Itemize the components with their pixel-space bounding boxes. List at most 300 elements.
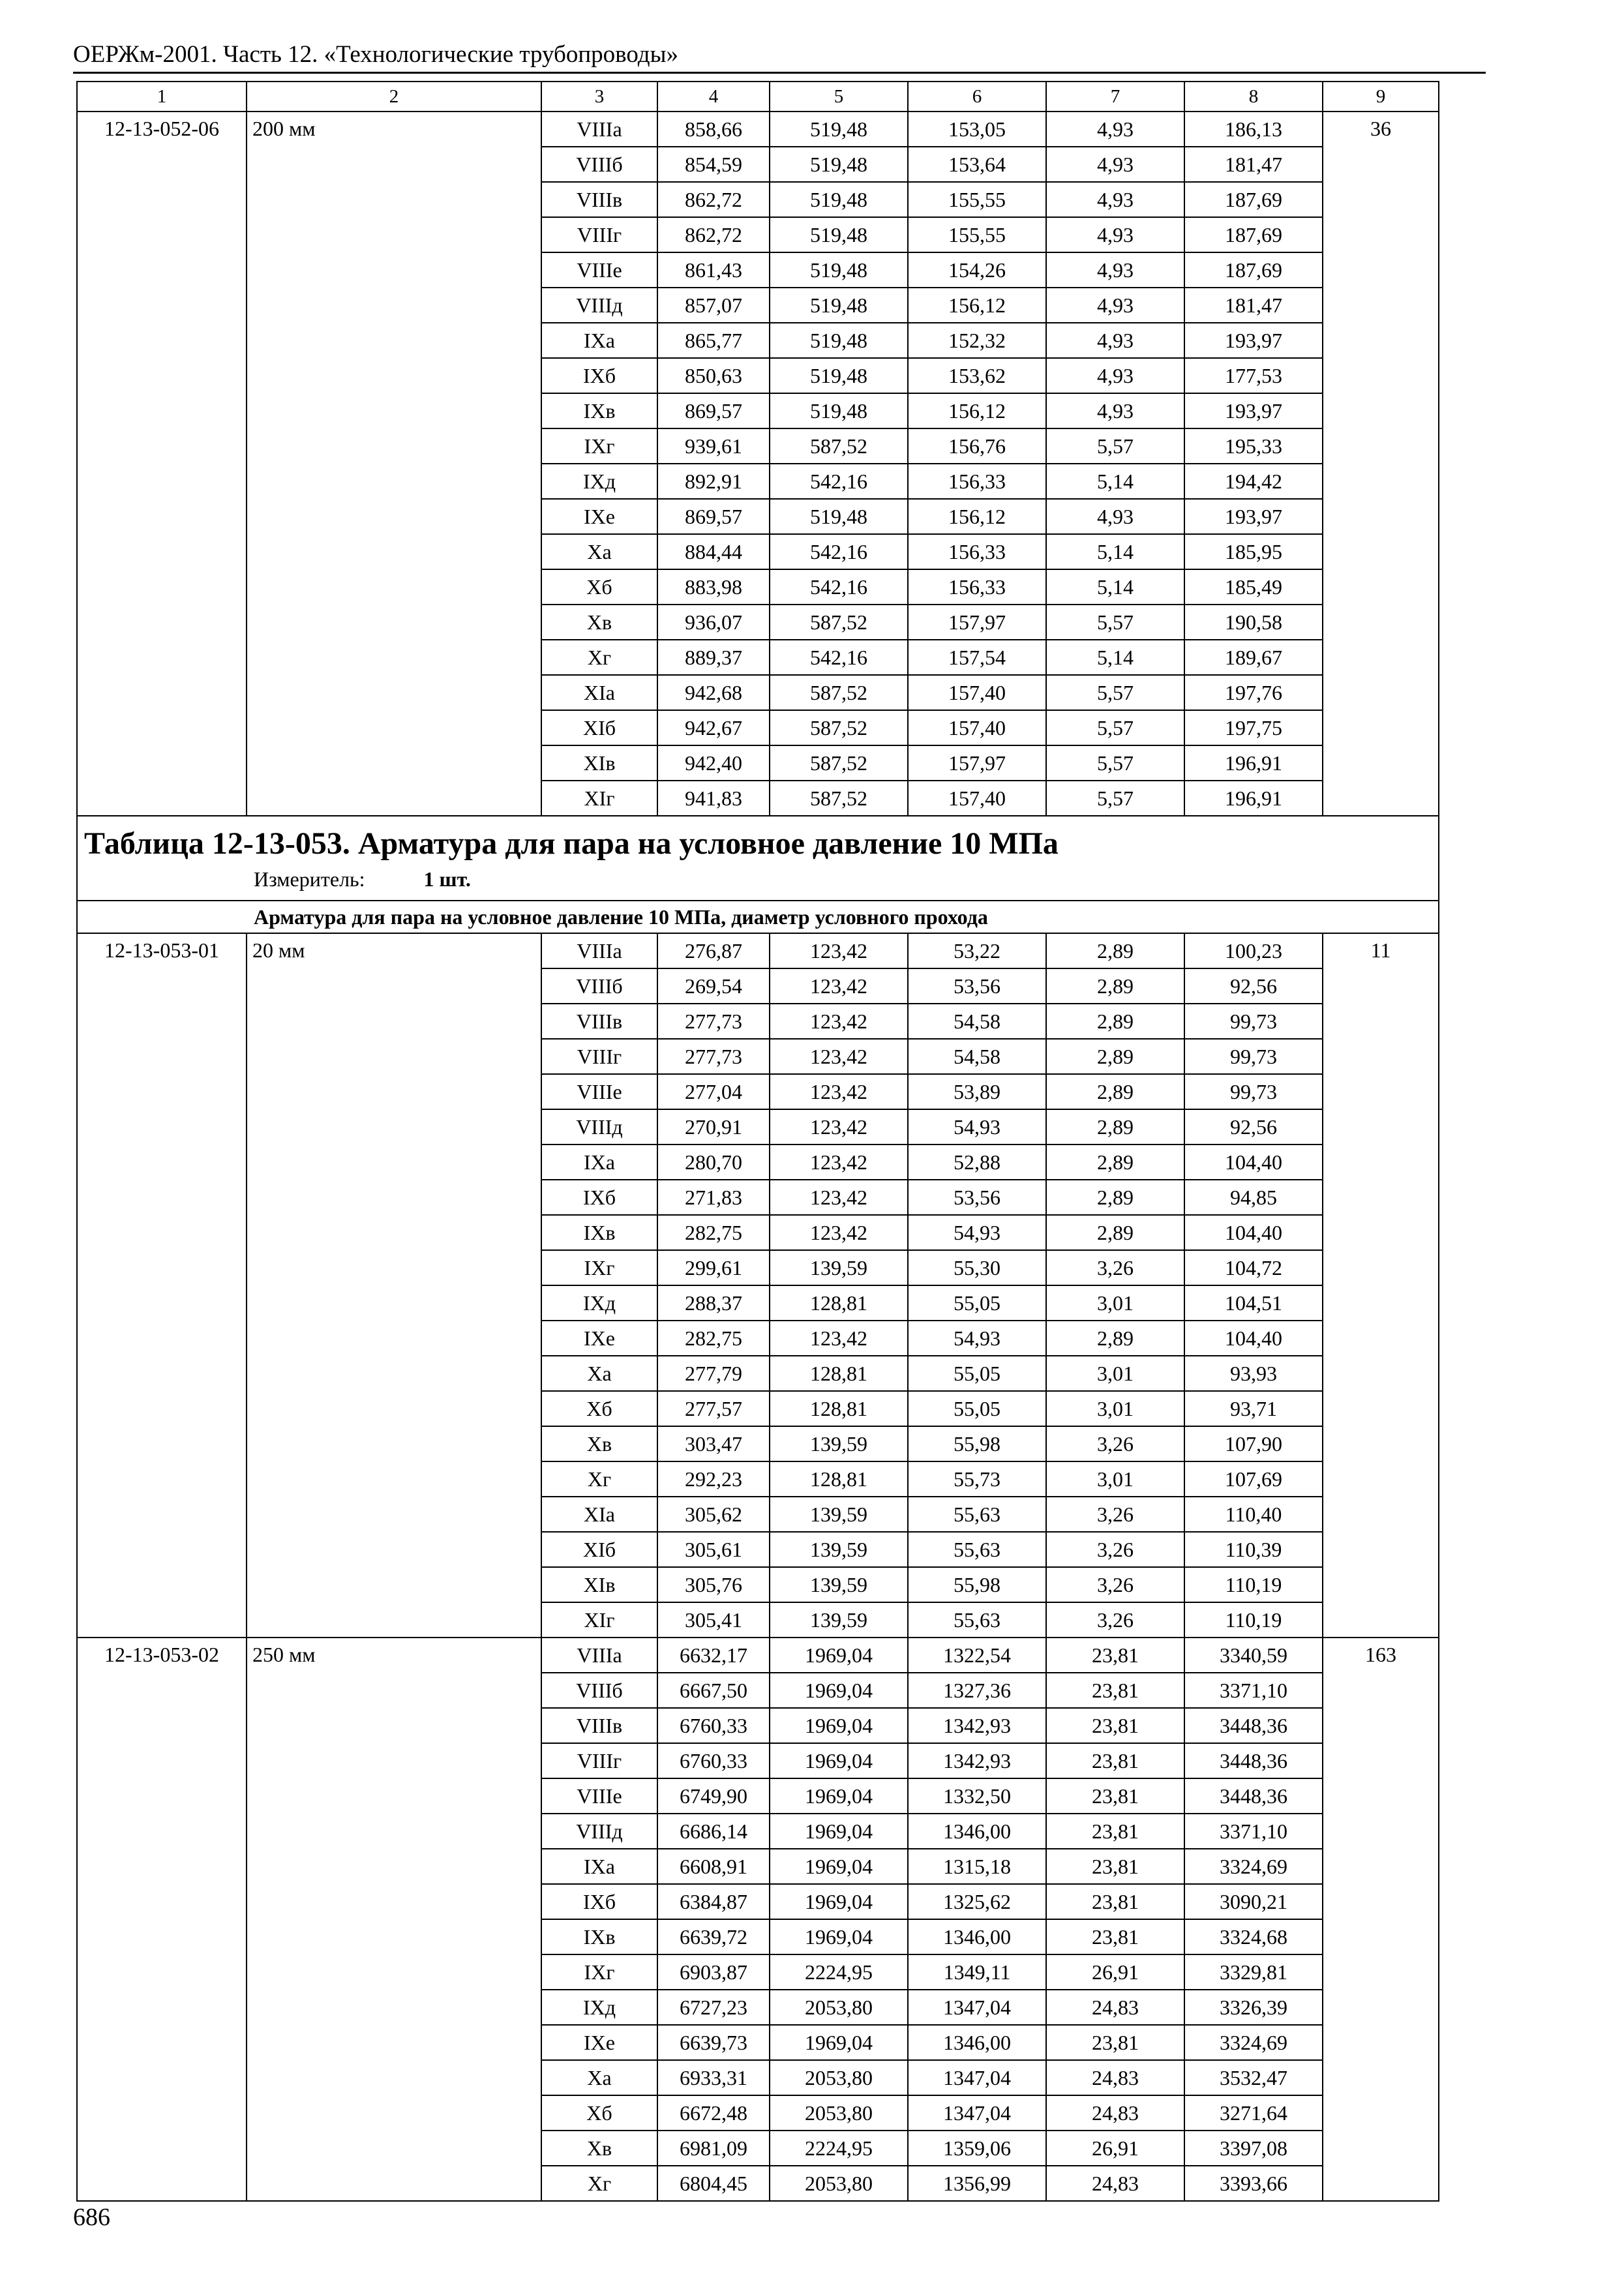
value-cell: 1347,04 [908, 1990, 1046, 2025]
value-cell: 156,76 [908, 428, 1046, 464]
value-cell: 519,48 [770, 217, 908, 252]
value-cell: 292,23 [657, 1461, 770, 1497]
value-cell: 193,97 [1184, 499, 1323, 534]
value-cell: 6632,17 [657, 1638, 770, 1673]
unit-value: 1 шт. [423, 867, 471, 891]
value-cell: 3,01 [1046, 1391, 1184, 1426]
value-cell: 194,42 [1184, 464, 1323, 499]
value-cell: 299,61 [657, 1250, 770, 1285]
value-cell: 177,53 [1184, 358, 1323, 393]
value-cell: 587,52 [770, 675, 908, 710]
value-cell: 519,48 [770, 147, 908, 182]
value-cell: 157,40 [908, 675, 1046, 710]
value-cell: 24,83 [1046, 2166, 1184, 2201]
value-cell: 154,26 [908, 252, 1046, 288]
value-cell: 3271,64 [1184, 2095, 1323, 2131]
zone-cell: IXв [541, 1215, 657, 1250]
value-cell: 1969,04 [770, 1849, 908, 1884]
value-cell: 5,57 [1046, 605, 1184, 640]
value-cell: 3448,36 [1184, 1778, 1323, 1814]
value-cell: 128,81 [770, 1356, 908, 1391]
value-cell: 53,89 [908, 1074, 1046, 1109]
zone-cell: IXб [541, 358, 657, 393]
value-cell: 3,26 [1046, 1250, 1184, 1285]
value-cell: 189,67 [1184, 640, 1323, 675]
value-cell: 92,56 [1184, 968, 1323, 1004]
value-cell: 128,81 [770, 1461, 908, 1497]
zone-cell: VIIIe [541, 1778, 657, 1814]
value-cell: 156,12 [908, 288, 1046, 323]
value-cell: 3324,69 [1184, 2025, 1323, 2060]
value-cell: 6672,48 [657, 2095, 770, 2131]
value-cell: 123,42 [770, 1215, 908, 1250]
zone-cell: XIб [541, 1532, 657, 1567]
value-cell: 3,26 [1046, 1567, 1184, 1602]
total-cell: 36 [1323, 112, 1439, 816]
value-cell: 55,98 [908, 1426, 1046, 1461]
value-cell: 23,81 [1046, 1638, 1184, 1673]
value-cell: 153,05 [908, 112, 1046, 147]
zone-cell: IXe [541, 499, 657, 534]
zone-cell: Xa [541, 534, 657, 569]
value-cell: 3340,59 [1184, 1638, 1323, 1673]
value-cell: 26,91 [1046, 2131, 1184, 2166]
value-cell: 6749,90 [657, 1778, 770, 1814]
value-cell: 2,89 [1046, 1074, 1184, 1109]
value-cell: 4,93 [1046, 147, 1184, 182]
value-cell: 1332,50 [908, 1778, 1046, 1814]
value-cell: 277,73 [657, 1039, 770, 1074]
value-cell: 4,93 [1046, 182, 1184, 217]
value-cell: 519,48 [770, 393, 908, 428]
zone-cell: VIIIe [541, 252, 657, 288]
value-cell: 1325,62 [908, 1884, 1046, 1919]
value-cell: 4,93 [1046, 217, 1184, 252]
value-cell: 187,69 [1184, 252, 1323, 288]
value-cell: 2053,80 [770, 1990, 908, 2025]
value-cell: 54,58 [908, 1039, 1046, 1074]
value-cell: 1969,04 [770, 1743, 908, 1778]
value-cell: 2,89 [1046, 1215, 1184, 1250]
zone-cell: IXг [541, 428, 657, 464]
value-cell: 157,97 [908, 745, 1046, 781]
value-cell: 519,48 [770, 252, 908, 288]
value-cell: 123,42 [770, 1039, 908, 1074]
value-cell: 5,14 [1046, 569, 1184, 605]
table-row [77, 933, 1439, 968]
zone-cell: VIIIд [541, 1109, 657, 1144]
value-cell: 1347,04 [908, 2060, 1046, 2095]
value-cell: 123,42 [770, 1321, 908, 1356]
value-cell: 6639,72 [657, 1919, 770, 1954]
value-cell: 155,55 [908, 217, 1046, 252]
value-cell: 23,81 [1046, 2025, 1184, 2060]
value-cell: 55,30 [908, 1250, 1046, 1285]
value-cell: 892,91 [657, 464, 770, 499]
value-cell: 3448,36 [1184, 1708, 1323, 1743]
value-cell: 128,81 [770, 1285, 908, 1321]
value-cell: 1969,04 [770, 1919, 908, 1954]
value-cell: 6760,33 [657, 1743, 770, 1778]
page-number: 686 [73, 2204, 110, 2231]
value-cell: 862,72 [657, 182, 770, 217]
diameter-cell: 20 мм [247, 933, 541, 1638]
total-cell: 11 [1323, 933, 1439, 1638]
value-cell: 93,93 [1184, 1356, 1323, 1391]
value-cell: 24,83 [1046, 2060, 1184, 2095]
value-cell: 5,57 [1046, 428, 1184, 464]
zone-cell: IXг [541, 1250, 657, 1285]
value-cell: 139,59 [770, 1567, 908, 1602]
zone-cell: IXe [541, 1321, 657, 1356]
value-cell: 110,40 [1184, 1497, 1323, 1532]
value-cell: 156,12 [908, 499, 1046, 534]
value-cell: 23,81 [1046, 1814, 1184, 1849]
value-cell: 1315,18 [908, 1849, 1046, 1884]
value-cell: 55,05 [908, 1356, 1046, 1391]
value-cell: 139,59 [770, 1532, 908, 1567]
value-cell: 6804,45 [657, 2166, 770, 2201]
value-cell: 104,51 [1184, 1285, 1323, 1321]
value-cell: 3,26 [1046, 1497, 1184, 1532]
zone-cell: VIIIв [541, 182, 657, 217]
zone-cell: IXд [541, 464, 657, 499]
table-title-row [77, 816, 1439, 901]
value-cell: 1327,36 [908, 1673, 1046, 1708]
zone-cell: VIIIв [541, 1004, 657, 1039]
value-cell: 1346,00 [908, 2025, 1046, 2060]
zone-cell: XIв [541, 1567, 657, 1602]
zone-cell: Xб [541, 1391, 657, 1426]
value-cell: 3371,10 [1184, 1814, 1323, 1849]
value-cell: 2,89 [1046, 1180, 1184, 1215]
zone-cell: XIa [541, 1497, 657, 1532]
value-cell: 156,33 [908, 534, 1046, 569]
value-cell: 6981,09 [657, 2131, 770, 2166]
value-cell: 3371,10 [1184, 1673, 1323, 1708]
value-cell: 6667,50 [657, 1673, 770, 1708]
value-cell: 110,39 [1184, 1532, 1323, 1567]
value-cell: 942,40 [657, 745, 770, 781]
value-cell: 23,81 [1046, 1884, 1184, 1919]
value-cell: 156,33 [908, 569, 1046, 605]
value-cell: 123,42 [770, 1004, 908, 1039]
value-cell: 542,16 [770, 640, 908, 675]
value-cell: 157,40 [908, 781, 1046, 816]
column-number-cell: 6 [908, 82, 1046, 112]
value-cell: 6384,87 [657, 1884, 770, 1919]
value-cell: 1969,04 [770, 1638, 908, 1673]
value-cell: 303,47 [657, 1426, 770, 1461]
value-cell: 869,57 [657, 393, 770, 428]
page-header: ОЕРЖм-2001. Часть 12. «Технологические трубопроводы» [73, 41, 678, 68]
zone-cell: IXa [541, 323, 657, 358]
value-cell: 942,67 [657, 710, 770, 745]
value-cell: 269,54 [657, 968, 770, 1004]
column-number-cell: 3 [541, 82, 657, 112]
value-cell: 23,81 [1046, 1743, 1184, 1778]
value-cell: 181,47 [1184, 288, 1323, 323]
value-cell: 587,52 [770, 605, 908, 640]
zone-cell: VIIIб [541, 1673, 657, 1708]
value-cell: 4,93 [1046, 252, 1184, 288]
zone-cell: Xв [541, 605, 657, 640]
value-cell: 2053,80 [770, 2095, 908, 2131]
total-cell: 163 [1323, 1638, 1439, 2201]
value-cell: 6760,33 [657, 1708, 770, 1743]
value-cell: 55,05 [908, 1391, 1046, 1426]
zone-cell: XIг [541, 1602, 657, 1638]
zone-cell: IXa [541, 1849, 657, 1884]
value-cell: 110,19 [1184, 1602, 1323, 1638]
value-cell: 153,64 [908, 147, 1046, 182]
value-cell: 277,04 [657, 1074, 770, 1109]
value-cell: 3,26 [1046, 1426, 1184, 1461]
value-cell: 110,19 [1184, 1567, 1323, 1602]
value-cell: 1969,04 [770, 1884, 908, 1919]
value-cell: 100,23 [1184, 933, 1323, 968]
value-cell: 24,83 [1046, 2095, 1184, 2131]
value-cell: 884,44 [657, 534, 770, 569]
value-cell: 519,48 [770, 182, 908, 217]
value-cell: 2,89 [1046, 968, 1184, 1004]
rate-code-cell: 12-13-053-01 [77, 933, 247, 1638]
value-cell: 139,59 [770, 1426, 908, 1461]
value-cell: 936,07 [657, 605, 770, 640]
value-cell: 587,52 [770, 745, 908, 781]
value-cell: 26,91 [1046, 1954, 1184, 1990]
value-cell: 156,12 [908, 393, 1046, 428]
value-cell: 5,14 [1046, 534, 1184, 569]
value-cell: 305,62 [657, 1497, 770, 1532]
value-cell: 24,83 [1046, 1990, 1184, 2025]
value-cell: 139,59 [770, 1250, 908, 1285]
value-cell: 3,26 [1046, 1602, 1184, 1638]
value-cell: 23,81 [1046, 1673, 1184, 1708]
value-cell: 4,93 [1046, 393, 1184, 428]
value-cell: 305,76 [657, 1567, 770, 1602]
value-cell: 157,54 [908, 640, 1046, 675]
zone-cell: XIa [541, 675, 657, 710]
zone-cell: IXг [541, 1954, 657, 1990]
value-cell: 3448,36 [1184, 1743, 1323, 1778]
value-cell: 196,91 [1184, 745, 1323, 781]
unit-label: Измеритель: [254, 867, 365, 891]
value-cell: 2224,95 [770, 1954, 908, 1990]
value-cell: 55,73 [908, 1461, 1046, 1497]
zone-cell: Xв [541, 2131, 657, 2166]
value-cell: 55,63 [908, 1532, 1046, 1567]
zone-cell: VIIIб [541, 968, 657, 1004]
value-cell: 3090,21 [1184, 1884, 1323, 1919]
value-cell: 6933,31 [657, 2060, 770, 2095]
zone-cell: XIг [541, 781, 657, 816]
table-row [77, 1638, 1439, 1673]
value-cell: 519,48 [770, 499, 908, 534]
value-cell: 883,98 [657, 569, 770, 605]
zone-cell: Xa [541, 1356, 657, 1391]
column-number-cell: 1 [77, 82, 247, 112]
column-number-row [77, 82, 1439, 112]
value-cell: 854,59 [657, 147, 770, 182]
value-cell: 1969,04 [770, 1778, 908, 1814]
zone-cell: VIIIe [541, 1074, 657, 1109]
value-cell: 5,57 [1046, 675, 1184, 710]
value-cell: 2,89 [1046, 1004, 1184, 1039]
value-cell: 186,13 [1184, 112, 1323, 147]
value-cell: 123,42 [770, 1109, 908, 1144]
zone-cell: VIIIг [541, 217, 657, 252]
value-cell: 157,40 [908, 710, 1046, 745]
zone-cell: Xa [541, 2060, 657, 2095]
value-cell: 2,89 [1046, 933, 1184, 968]
value-cell: 1969,04 [770, 1673, 908, 1708]
value-cell: 271,83 [657, 1180, 770, 1215]
value-cell: 1359,06 [908, 2131, 1046, 2166]
value-cell: 1347,04 [908, 2095, 1046, 2131]
value-cell: 1346,00 [908, 1814, 1046, 1849]
value-cell: 587,52 [770, 428, 908, 464]
value-cell: 3,01 [1046, 1356, 1184, 1391]
value-cell: 104,40 [1184, 1144, 1323, 1180]
value-cell: 4,93 [1046, 288, 1184, 323]
value-cell: 3326,39 [1184, 1990, 1323, 2025]
value-cell: 196,91 [1184, 781, 1323, 816]
value-cell: 3397,08 [1184, 2131, 1323, 2166]
zone-cell: XIб [541, 710, 657, 745]
value-cell: 187,69 [1184, 182, 1323, 217]
column-number-cell: 7 [1046, 82, 1184, 112]
value-cell: 270,91 [657, 1109, 770, 1144]
value-cell: 5,14 [1046, 640, 1184, 675]
value-cell: 99,73 [1184, 1039, 1323, 1074]
zone-cell: VIIIд [541, 1814, 657, 1849]
value-cell: 5,57 [1046, 745, 1184, 781]
value-cell: 5,57 [1046, 781, 1184, 816]
value-cell: 280,70 [657, 1144, 770, 1180]
table-title-cell [77, 816, 1439, 901]
zone-cell: XIв [541, 745, 657, 781]
value-cell: 305,61 [657, 1532, 770, 1567]
value-cell: 6639,73 [657, 2025, 770, 2060]
value-cell: 857,07 [657, 288, 770, 323]
value-cell: 3,01 [1046, 1285, 1184, 1321]
value-cell: 2,89 [1046, 1039, 1184, 1074]
value-cell: 6686,14 [657, 1814, 770, 1849]
value-cell: 23,81 [1046, 1778, 1184, 1814]
table-row [77, 112, 1439, 147]
value-cell: 5,14 [1046, 464, 1184, 499]
zone-cell: VIIIд [541, 288, 657, 323]
value-cell: 305,41 [657, 1602, 770, 1638]
value-cell: 276,87 [657, 933, 770, 968]
value-cell: 939,61 [657, 428, 770, 464]
value-cell: 277,79 [657, 1356, 770, 1391]
value-cell: 104,40 [1184, 1215, 1323, 1250]
zone-cell: IXб [541, 1180, 657, 1215]
zone-cell: VIIIa [541, 112, 657, 147]
value-cell: 54,93 [908, 1321, 1046, 1356]
value-cell: 2,89 [1046, 1144, 1184, 1180]
value-cell: 128,81 [770, 1391, 908, 1426]
value-cell: 6608,91 [657, 1849, 770, 1884]
value-cell: 3329,81 [1184, 1954, 1323, 1990]
column-number-cell: 9 [1323, 82, 1439, 112]
value-cell: 185,49 [1184, 569, 1323, 605]
value-cell: 850,63 [657, 358, 770, 393]
value-cell: 3532,47 [1184, 2060, 1323, 2095]
value-cell: 155,55 [908, 182, 1046, 217]
value-cell: 519,48 [770, 288, 908, 323]
value-cell: 92,56 [1184, 1109, 1323, 1144]
value-cell: 6903,87 [657, 1954, 770, 1990]
zone-cell: IXд [541, 1990, 657, 2025]
value-cell: 2,89 [1046, 1321, 1184, 1356]
value-cell: 519,48 [770, 358, 908, 393]
value-cell: 99,73 [1184, 1004, 1323, 1039]
value-cell: 861,43 [657, 252, 770, 288]
zone-cell: VIIIг [541, 1743, 657, 1778]
zone-cell: VIIIб [541, 147, 657, 182]
value-cell: 195,33 [1184, 428, 1323, 464]
value-cell: 5,57 [1046, 710, 1184, 745]
value-cell: 139,59 [770, 1602, 908, 1638]
value-cell: 23,81 [1046, 1849, 1184, 1884]
zone-cell: VIIIг [541, 1039, 657, 1074]
value-cell: 277,73 [657, 1004, 770, 1039]
zone-cell: IXe [541, 2025, 657, 2060]
diameter-cell: 200 мм [247, 112, 541, 816]
value-cell: 3393,66 [1184, 2166, 1323, 2201]
price-table [76, 81, 1439, 2202]
value-cell: 542,16 [770, 569, 908, 605]
diameter-cell: 250 мм [247, 1638, 541, 2201]
value-cell: 123,42 [770, 1180, 908, 1215]
value-cell: 2053,80 [770, 2060, 908, 2095]
value-cell: 23,81 [1046, 1919, 1184, 1954]
rate-code-cell: 12-13-053-02 [77, 1638, 247, 2201]
value-cell: 6727,23 [657, 1990, 770, 2025]
zone-cell: Xб [541, 569, 657, 605]
value-cell: 99,73 [1184, 1074, 1323, 1109]
zone-cell: IXв [541, 1919, 657, 1954]
value-cell: 542,16 [770, 534, 908, 569]
zone-cell: VIIIa [541, 933, 657, 968]
zone-cell: IXa [541, 1144, 657, 1180]
value-cell: 4,93 [1046, 112, 1184, 147]
table-title: Таблица 12-13-053. Арматура для пара на условное давление 10 МПа [84, 826, 1059, 861]
value-cell: 1969,04 [770, 2025, 908, 2060]
unit-line [84, 866, 1438, 892]
value-cell: 93,71 [1184, 1391, 1323, 1426]
value-cell: 3,26 [1046, 1532, 1184, 1567]
value-cell: 54,93 [908, 1109, 1046, 1144]
value-cell: 519,48 [770, 112, 908, 147]
value-cell: 2224,95 [770, 2131, 908, 2166]
value-cell: 288,37 [657, 1285, 770, 1321]
value-cell: 2,89 [1046, 1109, 1184, 1144]
value-cell: 104,40 [1184, 1321, 1323, 1356]
zone-cell: VIIIв [541, 1708, 657, 1743]
value-cell: 1342,93 [908, 1708, 1046, 1743]
section-title: Арматура для пара на условное давление 10 МПа, диаметр условного прохода [77, 901, 1439, 933]
value-cell: 587,52 [770, 710, 908, 745]
value-cell: 277,57 [657, 1391, 770, 1426]
column-number-cell: 5 [770, 82, 908, 112]
value-cell: 52,88 [908, 1144, 1046, 1180]
value-cell: 53,22 [908, 933, 1046, 968]
value-cell: 3324,69 [1184, 1849, 1323, 1884]
